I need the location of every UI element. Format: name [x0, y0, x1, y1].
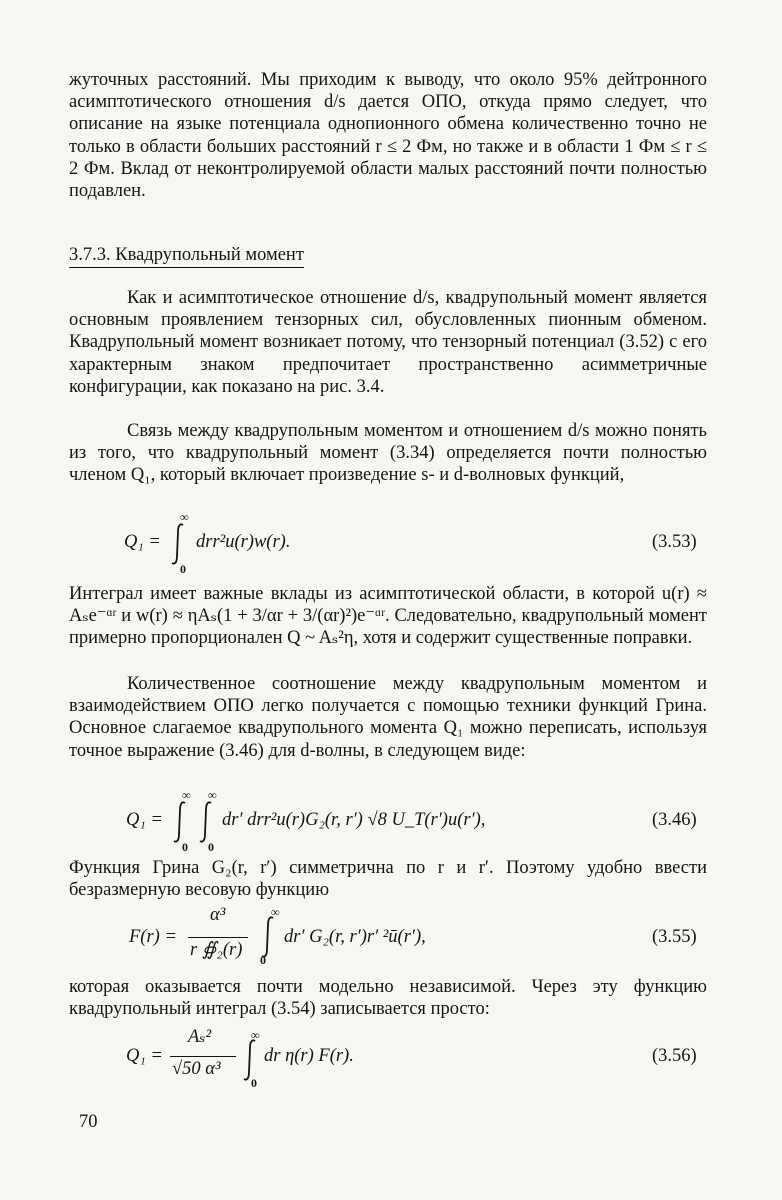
page-number: 70	[79, 1112, 98, 1132]
equation-number: (3.55)	[652, 927, 697, 947]
paragraph-4: Интеграл имеет важные вклады из асимптотической области, в которой u(r) ≈ Aₛe⁻ᵅʳ и w(r) ≈ ηAₛ(1 + 3/αr + 3/(αr)²)e⁻ᵅʳ. Следовательно, квадрупольный момент примерно пропорционален Q ~ Aₛ²η, хотя и содержит существенные поправки.	[69, 584, 707, 649]
equation-body: drr²u(r)w(r).	[196, 532, 291, 552]
fraction-denominator: r ∯₂(r)	[190, 940, 243, 960]
section-heading: 3.7.3. Квадрупольный момент	[69, 244, 304, 268]
equation-body: dr η(r) F(r).	[264, 1046, 354, 1066]
equation-lhs: Q₁ =	[126, 810, 163, 830]
integral-upper-limit: ∞	[208, 788, 217, 802]
paragraph-text: жуточных расстояний. Мы приходим к выводу, что около 95% дейтронного асимптотического отношения d/s дается ОПО, откуда прямо следует, что описание на языке потенциала однопионного обмена количественно точно не только в области больших расстояний r ≤ 2 Фм, но также и в области 1 Фм ≤ r ≤ 2 Фм. Вклад от неконтролируемой области малых расстояний почти полностью подавлен.	[69, 70, 707, 202]
integral-sign-icon	[240, 1038, 260, 1082]
integral-lower-limit: 0	[251, 1076, 257, 1090]
paragraph-2: Как и асимптотическое отношение d/s, квадрупольный момент является основным проявлением тензорных сил, обусловленных пионным обменом. Квадрупольный момент возникает потому, что тензорный потенциал (3.52) с его характерным знаком предпочитает пространственно асимметричные конфигурации, как показано на рис. 3.4.	[69, 288, 707, 397]
integral-sign-icon	[170, 800, 190, 844]
fraction-denominator: √50 α³	[172, 1059, 221, 1079]
equation-body: dr′ drr²u(r)G₂(r, r′) √8 U_T(r′)u(r′),	[222, 810, 486, 830]
integral-upper-limit: ∞	[251, 1028, 260, 1042]
equation-3-56	[0, 1024, 782, 1094]
equation-lhs: F(r) =	[129, 927, 177, 947]
integral-lower-limit: 0	[260, 953, 266, 967]
equation-3-53	[0, 508, 782, 578]
fraction-numerator: α³	[210, 905, 226, 925]
integral-lower-limit: 0	[180, 562, 186, 576]
paragraph-3: Связь между квадрупольным моментом и отношением d/s можно понять из того, что квадрупольный момент (3.34) определяется почти полностью членом Q₁, который включает произведение s- и d-волновых функций,	[69, 421, 707, 486]
paragraph-7: которая оказывается почти модельно независимой. Через эту функцию квадрупольный интеграл (3.54) записывается просто:	[69, 977, 707, 1020]
equation-lhs: Q₁ =	[124, 532, 161, 552]
paragraph-continuation	[69, 69, 707, 202]
fraction-bar	[170, 1056, 236, 1057]
fraction-numerator: Aₛ²	[188, 1027, 212, 1047]
equation-number: (3.53)	[652, 532, 697, 552]
equation-number: (3.56)	[652, 1046, 697, 1066]
equation-body: dr′ G₂(r, r′)r′ ²ū(r′),	[284, 927, 426, 947]
integral-sign-icon	[196, 800, 216, 844]
equation-3-46	[0, 784, 782, 858]
integral-lower-limit: 0	[208, 840, 214, 854]
equation-3-55	[0, 903, 782, 969]
integral-upper-limit: ∞	[182, 788, 191, 802]
paragraph-6: Функция Грина G₂(r, r′) симметрична по r и r′. Поэтому удобно ввести безразмерную весовую функцию	[69, 858, 707, 901]
equation-lhs: Q₁ =	[126, 1046, 163, 1066]
integral-lower-limit: 0	[182, 840, 188, 854]
integral-upper-limit: ∞	[180, 510, 189, 524]
integral-upper-limit: ∞	[271, 905, 280, 919]
equation-number: (3.46)	[652, 810, 697, 830]
integral-sign-icon	[168, 522, 188, 566]
paragraph-5: Количественное соотношение между квадрупольным моментом и взаимодействием ОПО легко получается с помощью техники функций Грина. Основное слагаемое квадрупольного момента Q₁ можно переписать, используя точное выражение (3.46) для d-волны, в следующем виде:	[69, 674, 707, 761]
